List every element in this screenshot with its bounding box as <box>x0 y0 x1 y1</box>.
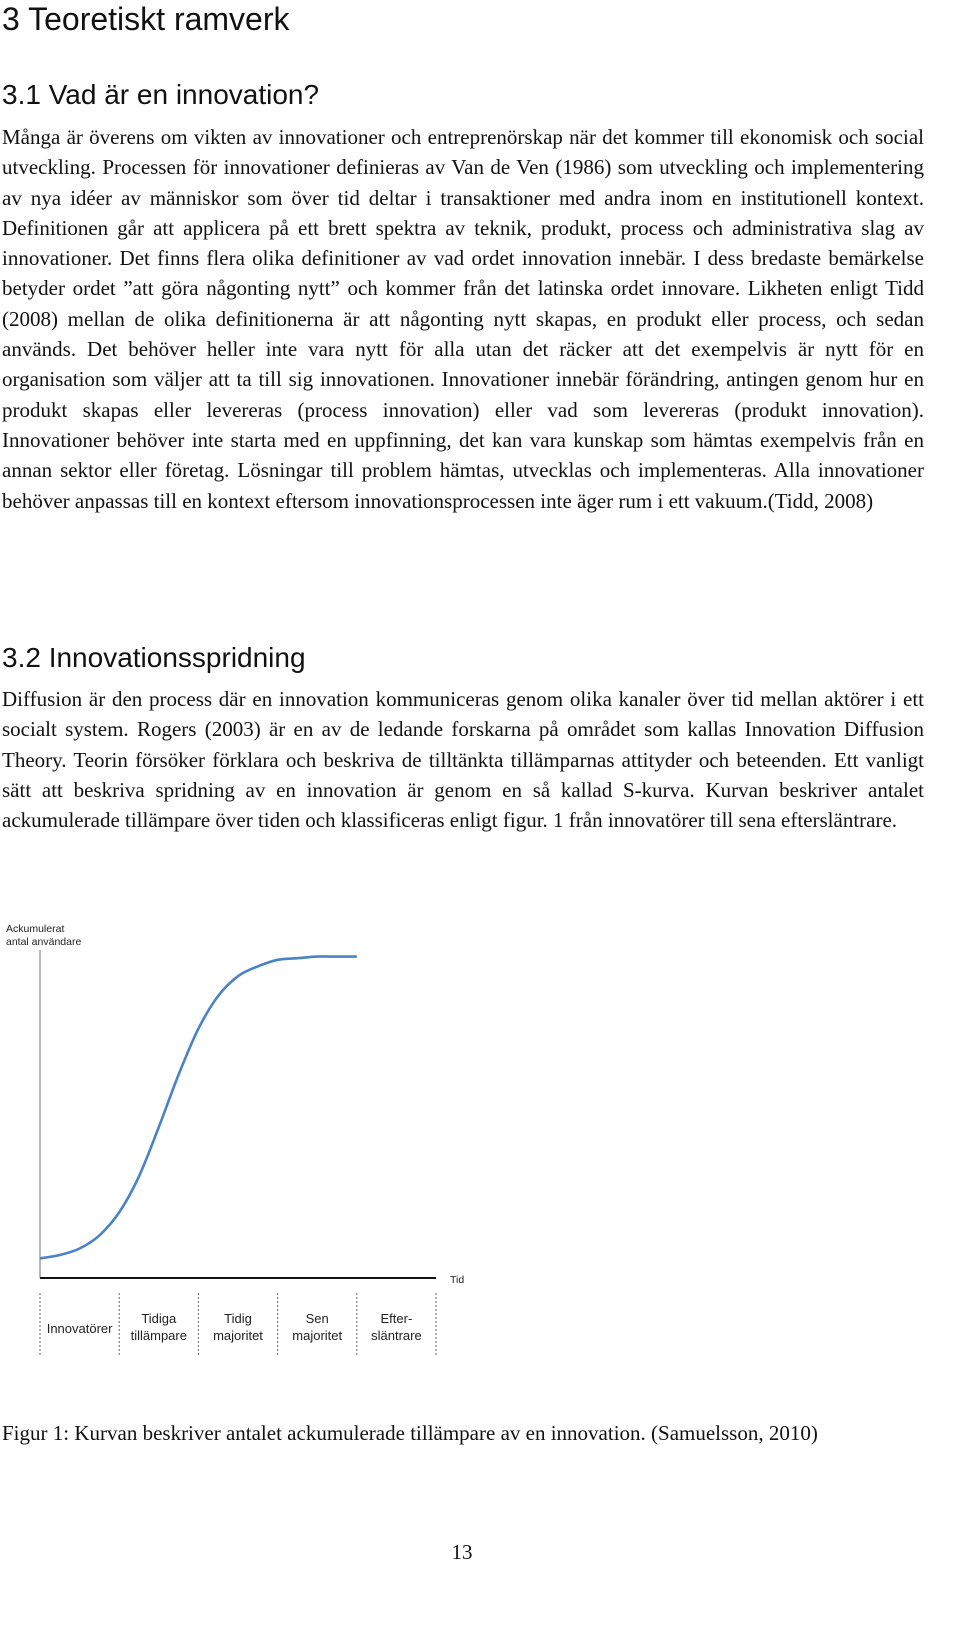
x-axis-label: Tid <box>450 1274 465 1286</box>
subsection-title-3-1: 3.1 Vad är en innovation? <box>2 79 320 110</box>
category-label-4: Efter-släntrare <box>371 1311 422 1343</box>
subsection-title-3-2: 3.2 Innovationsspridning <box>2 642 306 673</box>
paragraph-diffusion: Diffusion är den process där en innovation kommuniceras genom olika kanaler över tid mellan aktörer i ett socialt system. Rogers (2003) är en av de ledande forskarna på området som kallas Innovation Diffusion Theory. Teorin försöker förklara och beskriva de tilltänkta tillämparnas attityder och beteenden. Ett vanligt sätt att beskriva spridning av en innovation är genom en så kallad S-kurva. Kurvan beskriver antalet ackumulerade tillämpare över tiden och klassificeras enligt figur. 1 från innovatörer till sena eftersläntrare. <box>2 687 924 833</box>
category-label-0: Innovatörer <box>46 1321 113 1336</box>
category-label-1: Tidiga tillämpare <box>130 1311 187 1343</box>
y-axis-label-line-1: Ackumulerat <box>6 923 65 935</box>
paragraph-innovation: Många är överens om vikten av innovationer och entreprenörskap när det kommer till ekonomisk och social utveckling. Processen för innovationer definieras av Van de Ven (1986) som utveckling och implementering av nya idéer av människor som över tid deltar i transaktioner med andra inom en institutionell kontext. Definitionen går att applicera på ett brett spektra av teknik, produkt, process och administrativa slag av innovationer. Det finns flera olika definitioner av vad ordet innovation innebär. I dess bredaste bemärkelse betyder ordet ”att göra någonting nytt” och kommer från det latinska ordet innovare. Likheten enligt Tidd (2008) mellan de olika definitionerna är att någonting nytt skapas, en produkt eller process, och sedan används. Det behöver heller inte vara nytt för alla utan det räcker att det exempelvis är nytt för en organisation som väljer att ta till sig innovationen. Innovationer innebär förändring, antingen genom hur en produkt skapas eller levereras (process innovation) eller vad som levereras (produkt innovation). Innovationer behöver inte starta med en uppfinning, det kan vara kunskap som hämtas exempelvis från en annan sektor eller företag. Lösningar till problem hämtas, utvecklas och implementeras. Alla innovationer behöver anpassas till en kontext eftersom innovationsprocessen inte äger rum i ett vakuum.(Tidd, 2008) <box>2 125 924 513</box>
category-label-2: Tidig majoritet <box>213 1311 263 1343</box>
page-number: 13 <box>451 1540 473 1564</box>
s-curve-line <box>40 956 357 1258</box>
y-axis-label-line-2: antal användare <box>6 936 82 948</box>
s-curve-figure <box>0 915 480 1355</box>
section-title: 3 Teoretiskt ramverk <box>2 1 290 37</box>
category-label-3: Sen majoritet <box>292 1311 343 1343</box>
figure-caption: Figur 1: Kurvan beskriver antalet ackumulerade tillämpare av en innovation. (Samuelsson, 2010) <box>2 1421 818 1445</box>
